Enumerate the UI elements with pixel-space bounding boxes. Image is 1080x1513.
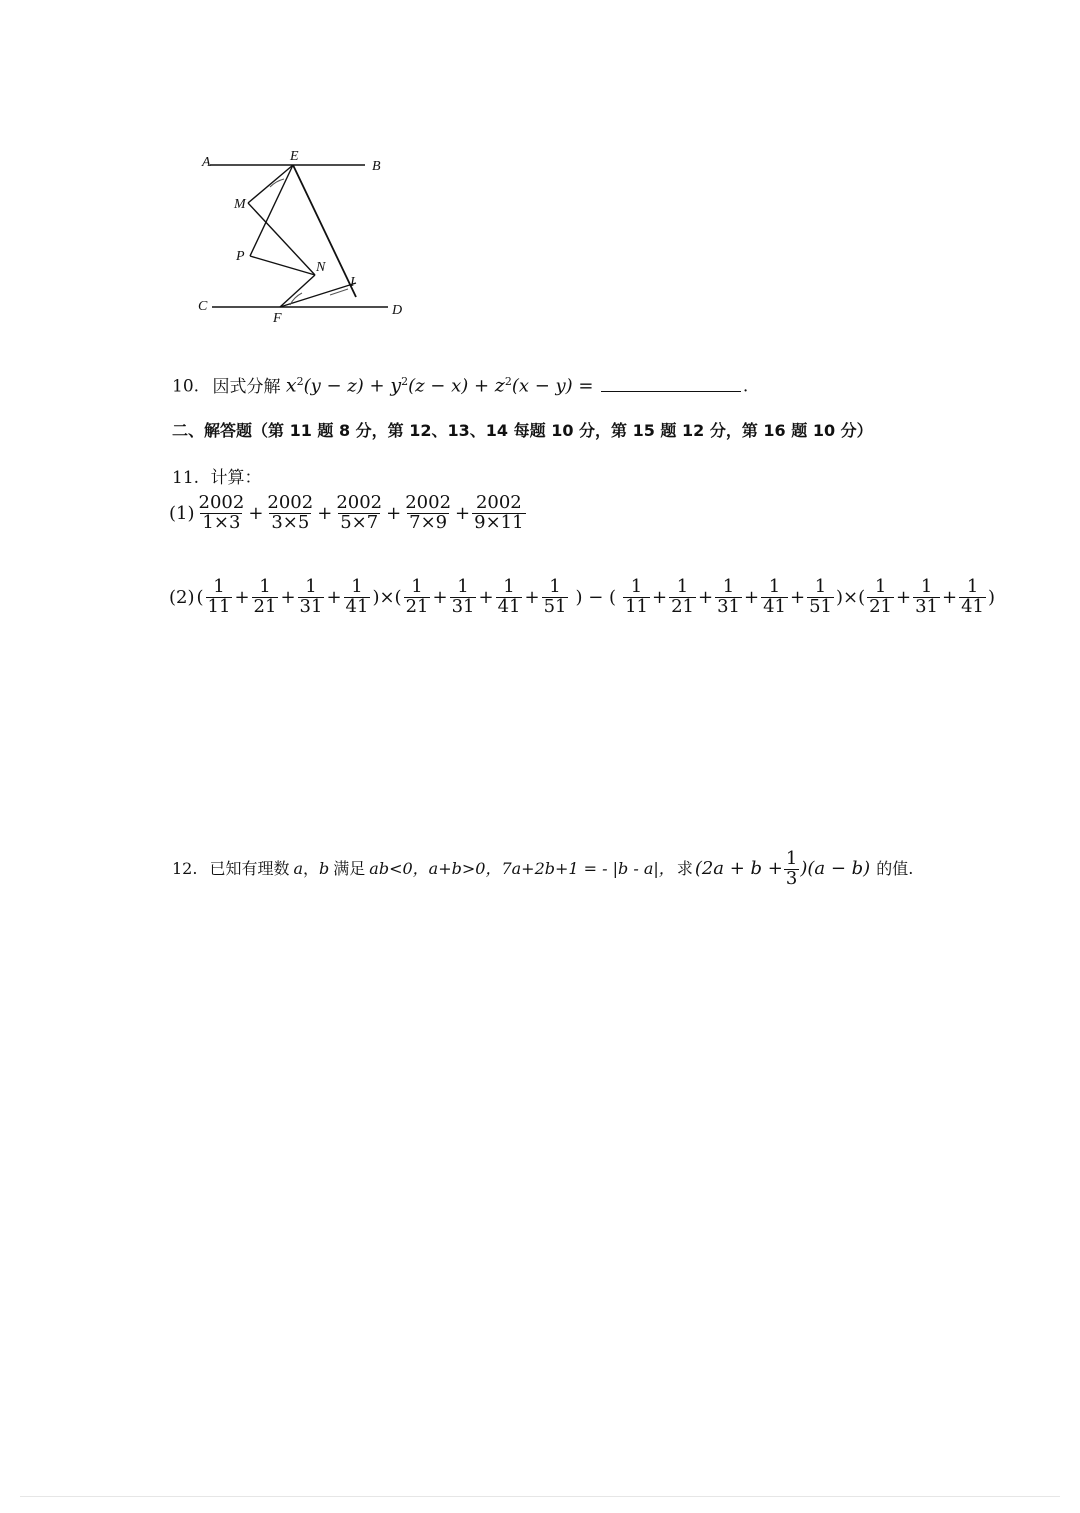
q10-term-1: (y − z) + [303, 375, 391, 397]
segment-fn [280, 275, 315, 307]
fraction-den: 41 [961, 595, 985, 617]
q12-comma: ， [303, 859, 320, 879]
q10-exp-3: 2 [504, 375, 512, 388]
segment-ep [250, 165, 293, 256]
q10-prefix: 因式分解 [212, 376, 281, 397]
fraction-den: 3 [785, 867, 798, 889]
q10-term-3: (x − y) = [511, 375, 594, 397]
fraction-den: 21 [869, 595, 893, 617]
fraction-den: 3×5 [271, 511, 310, 533]
label-p: P [236, 249, 245, 264]
fraction-num: 1 [676, 576, 689, 597]
geometry-diagram [190, 145, 420, 330]
plus-sign: + [455, 502, 471, 524]
unit-fraction [623, 578, 650, 617]
fraction-num: 1 [630, 576, 643, 597]
fraction-den: 1×3 [202, 511, 241, 533]
unit-fraction [404, 578, 431, 617]
unit-fraction [761, 578, 788, 617]
fraction-num: 1 [259, 576, 271, 597]
fraction-den: 41 [345, 595, 369, 617]
fraction-num: 1 [785, 848, 798, 869]
section-2-heading: 二、解答题（第 11 题 8 分，第 12、13、14 每题 10 分，第 15 题 12 分，第 16 题 10 分） [172, 421, 873, 440]
label-d: D [392, 303, 403, 318]
unit-fraction [807, 578, 834, 617]
fraction [265, 494, 315, 533]
fraction-den: 31 [717, 595, 740, 617]
q10-number: 10. [172, 376, 200, 397]
q12-cond-3: 7a+2b+1 = - |b - a|， [501, 859, 675, 879]
q12-var-b: b [319, 859, 330, 879]
plus-sign: + [280, 586, 296, 608]
fraction-den: 41 [497, 595, 521, 617]
plus-sign: + [651, 586, 668, 608]
paren-close-times: )×( [372, 586, 402, 608]
fraction-den: 11 [625, 595, 648, 617]
plus-sign: + [317, 502, 333, 524]
fraction-den: 51 [809, 595, 832, 617]
fraction [472, 494, 525, 533]
q10-var-z: z [494, 374, 505, 397]
segment-em [248, 165, 293, 203]
segment-ei [293, 165, 356, 297]
fraction-num: 1 [411, 576, 423, 597]
label-m: M [234, 197, 246, 212]
q10-var-x: x [285, 374, 297, 397]
q12-fraction [784, 850, 799, 889]
fraction-den: 31 [451, 595, 475, 617]
unit-fraction [913, 578, 940, 617]
question-12 [172, 850, 913, 889]
q11-part-2 [168, 578, 996, 617]
geometry-figure [190, 145, 420, 330]
unit-fraction [496, 578, 523, 617]
fraction-num: 1 [351, 576, 363, 597]
q12-cond-1: ab<0， [369, 859, 429, 879]
fraction-num: 1 [549, 576, 561, 597]
fraction-den: 21 [253, 595, 277, 617]
fraction-num: 2002 [267, 492, 314, 513]
unit-fraction [252, 578, 279, 617]
fraction-num: 2002 [475, 492, 522, 513]
fraction [403, 494, 453, 533]
unit-fraction [450, 578, 477, 617]
unit-fraction [715, 578, 742, 617]
plus-sign: + [896, 586, 912, 608]
label-b: B [372, 159, 381, 174]
fraction-num: 1 [305, 576, 317, 597]
q11-number: 11. [172, 468, 200, 488]
q12-cond-2: a+b>0， [428, 859, 502, 879]
q10-var-y: y [390, 374, 402, 397]
q12-text-c: 求 [676, 859, 693, 879]
plus-sign: + [386, 502, 402, 524]
fraction-num: 1 [874, 576, 887, 597]
unit-fraction [669, 578, 696, 617]
plus-sign: + [524, 586, 540, 608]
unit-fraction [206, 578, 233, 617]
fraction-den: 31 [299, 595, 323, 617]
q12-expr-right: )(a − b) [800, 858, 871, 880]
unit-fraction [867, 578, 894, 617]
q11-label: 计算： [210, 468, 262, 488]
q12-number: 12. [172, 859, 198, 879]
label-c: C [198, 299, 208, 314]
unit-fraction [959, 578, 986, 617]
fraction-num: 2002 [198, 492, 245, 513]
fraction-den: 7×9 [409, 511, 448, 533]
q12-text-b: 满足 [333, 859, 366, 879]
fraction-den: 21 [405, 595, 429, 617]
plus-sign: + [478, 586, 494, 608]
fraction [334, 494, 384, 533]
label-e: E [290, 149, 299, 164]
q10-term-2: (z − x) + [408, 375, 495, 397]
fraction-num: 1 [966, 576, 979, 597]
fraction-den: 5×7 [340, 511, 379, 533]
question-11-header [172, 470, 261, 487]
label-n: N [316, 260, 326, 275]
unit-fraction [542, 578, 569, 617]
q10-suffix: . [742, 376, 749, 397]
fraction-den: 31 [915, 595, 939, 617]
answer-blank[interactable] [601, 377, 741, 392]
fraction-num: 1 [814, 576, 827, 597]
q12-text-a: 已知有理数 [209, 859, 290, 879]
plus-sign: + [789, 586, 806, 608]
fraction-num: 1 [457, 576, 469, 597]
q12-text-d: 的值. [876, 859, 914, 879]
fraction-den: 9×11 [474, 511, 524, 533]
paren-close-minus: ) − ( [575, 586, 617, 608]
fraction-num: 1 [768, 576, 781, 597]
q10-exp-2: 2 [401, 375, 409, 388]
page-bottom-divider [20, 1496, 1060, 1497]
label-f: F [273, 311, 282, 326]
plus-sign: + [248, 502, 264, 524]
fraction-num: 1 [503, 576, 515, 597]
part2-tag: (2) [169, 586, 195, 608]
paren-open: ( [196, 586, 204, 608]
fraction-den: 51 [543, 595, 567, 617]
fraction-den: 21 [671, 595, 694, 617]
label-i: I [350, 275, 355, 290]
q12-expr-left: (2a + b + [694, 858, 783, 880]
part1-tag: (1) [169, 502, 195, 524]
fraction-num: 2002 [336, 492, 383, 513]
paren-close: ) [988, 586, 996, 608]
plus-sign: + [697, 586, 714, 608]
label-a: A [202, 155, 211, 170]
plus-sign: + [326, 586, 342, 608]
plus-sign: + [942, 586, 958, 608]
q10-exp-1: 2 [296, 375, 304, 388]
fraction-num: 1 [722, 576, 735, 597]
fraction [197, 494, 247, 533]
fraction-num: 1 [213, 576, 225, 597]
plus-sign: + [234, 586, 250, 608]
unit-fraction [344, 578, 371, 617]
q11-part-1 [168, 494, 527, 533]
question-10 [172, 376, 748, 396]
fraction-den: 41 [763, 595, 786, 617]
fraction-num: 1 [920, 576, 933, 597]
plus-sign: + [432, 586, 448, 608]
plus-sign: + [743, 586, 760, 608]
unit-fraction [298, 578, 325, 617]
paren-close-times: )×( [835, 586, 866, 608]
q12-var-a: a [293, 859, 304, 879]
fraction-num: 2002 [405, 492, 452, 513]
fraction-den: 11 [207, 595, 231, 617]
